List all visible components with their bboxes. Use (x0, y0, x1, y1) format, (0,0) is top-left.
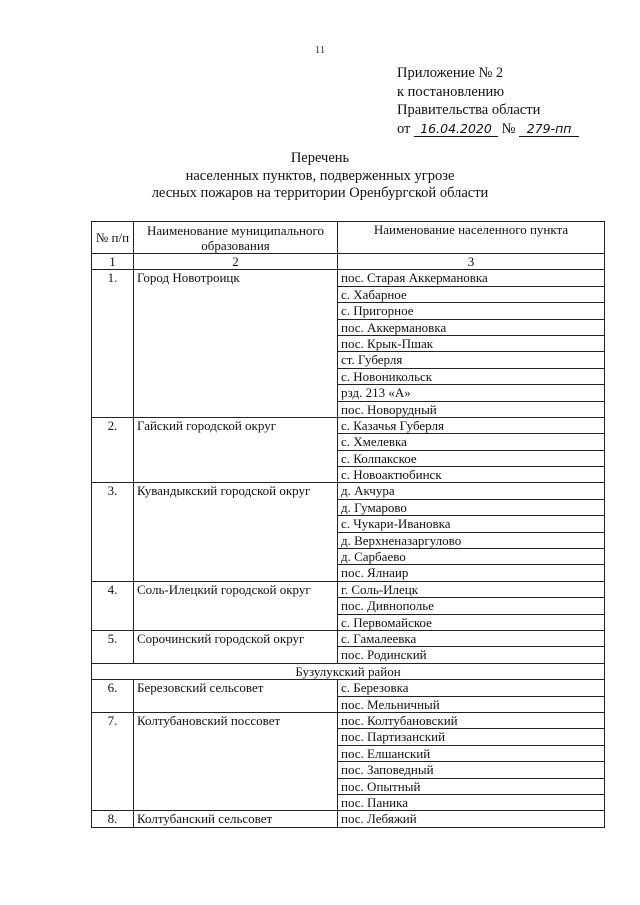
handwritten-number: 279-пп (519, 121, 579, 137)
settlement-name: д. Гумарово (338, 499, 605, 515)
settlement-name: пос. Старая Аккермановка (338, 270, 605, 286)
municipality-name: Город Новотроицк (134, 270, 338, 418)
row-number: 3. (92, 483, 134, 581)
settlement-name: д. Сарбаево (338, 549, 605, 565)
settlement-name: пос. Крык-Пшак (338, 335, 605, 351)
settlement-name: пос. Елшанский (338, 745, 605, 761)
row-number: 2. (92, 417, 134, 483)
header-municipality: Наименование муниципального образования (134, 222, 338, 254)
appendix-title: Приложение № 2 (397, 65, 504, 81)
row-number: 7. (92, 712, 134, 810)
settlement-name: с. Гамалеевка (338, 630, 605, 646)
appendix-date-line (397, 120, 627, 139)
column-number: 3 (338, 254, 605, 270)
title-line-2: населенных пунктов, подверженных угрозе (185, 167, 455, 184)
settlement-name: г. Соль-Илецк (338, 581, 605, 597)
table-row (92, 680, 605, 696)
table-row (92, 581, 605, 597)
appendix-resolution: к постановлению (397, 83, 505, 100)
municipality-name: Кувандыкский городской округ (134, 483, 338, 581)
row-number: 8. (92, 811, 134, 827)
row-number: 6. (92, 680, 134, 713)
settlement-name: с. Казачья Губерля (338, 417, 605, 433)
column-number-row (92, 254, 605, 270)
settlement-name: пос. Родинский (338, 647, 605, 663)
table-body (92, 270, 605, 827)
municipality-name: Соль-Илецкий городской округ (134, 581, 338, 630)
handwritten-date: 16.04.2020 (414, 121, 498, 137)
municipality-name: Гайский городской округ (134, 417, 338, 483)
settlements-table (91, 221, 605, 828)
settlement-name: с. Новоникольск (338, 368, 605, 384)
header-number: № п/п (92, 222, 134, 254)
settlement-name: ст. Губерля (338, 352, 605, 368)
settlement-name: пос. Аккермановка (338, 319, 605, 335)
settlement-name: с. Колпакское (338, 450, 605, 466)
region-row (92, 663, 605, 679)
settlement-name: с. Хабарное (338, 286, 605, 302)
table-row (92, 630, 605, 646)
settlement-name: рзд. 213 «А» (338, 385, 605, 401)
settlement-name: с. Первомайское (338, 614, 605, 630)
table-row (92, 270, 605, 286)
settlement-name: пос. Опытный (338, 778, 605, 794)
title-line-1: Перечень (290, 150, 350, 166)
appendix-block (397, 64, 627, 138)
table-row (92, 483, 605, 499)
table-header-row (92, 222, 605, 254)
settlement-name: пос. Заповедный (338, 762, 605, 778)
appendix-government: Правительства области (397, 102, 541, 118)
settlement-name: пос. Колтубановский (338, 712, 605, 728)
table-row (92, 712, 605, 728)
row-number: 1. (92, 270, 134, 418)
settlement-name: пос. Партизанский (338, 729, 605, 745)
settlement-name: с. Новоактюбинск (338, 467, 605, 483)
title-line-3: лесных пожаров на территории Оренбургской области (151, 185, 489, 201)
settlement-name: с. Чукари-Ивановка (338, 516, 605, 532)
header-settlement: Наименование населенного пункта (338, 222, 605, 254)
settlement-name: с. Хмелевка (338, 434, 605, 450)
row-number: 4. (92, 581, 134, 630)
settlement-name: с. Березовка (338, 680, 605, 696)
column-number: 2 (134, 254, 338, 270)
settlement-name: пос. Лебяжий (338, 811, 605, 827)
from-label: от (397, 120, 411, 137)
municipality-name: Березовский сельсовет (134, 680, 338, 713)
page-number: 11 (314, 44, 326, 56)
settlement-name: с. Пригорное (338, 303, 605, 319)
region-name: Бузулукский район (92, 663, 605, 679)
row-number: 5. (92, 630, 134, 663)
settlement-name: пос. Паника (338, 794, 605, 810)
settlement-name: пос. Мельничный (338, 696, 605, 712)
settlement-name: пос. Ялнаир (338, 565, 605, 581)
table-row (92, 811, 605, 827)
municipality-name: Колтубанский сельсовет (134, 811, 338, 827)
document-title (0, 150, 640, 203)
settlement-name: д. Верхненазаргулово (338, 532, 605, 548)
number-label: № (501, 120, 516, 137)
settlement-name: д. Акчура (338, 483, 605, 499)
settlement-name: пос. Дивнополье (338, 598, 605, 614)
column-number: 1 (92, 254, 134, 270)
municipality-name: Колтубановский поссовет (134, 712, 338, 810)
municipality-name: Сорочинский городской округ (134, 630, 338, 663)
settlement-name: пос. Новорудный (338, 401, 605, 417)
table-row (92, 417, 605, 433)
